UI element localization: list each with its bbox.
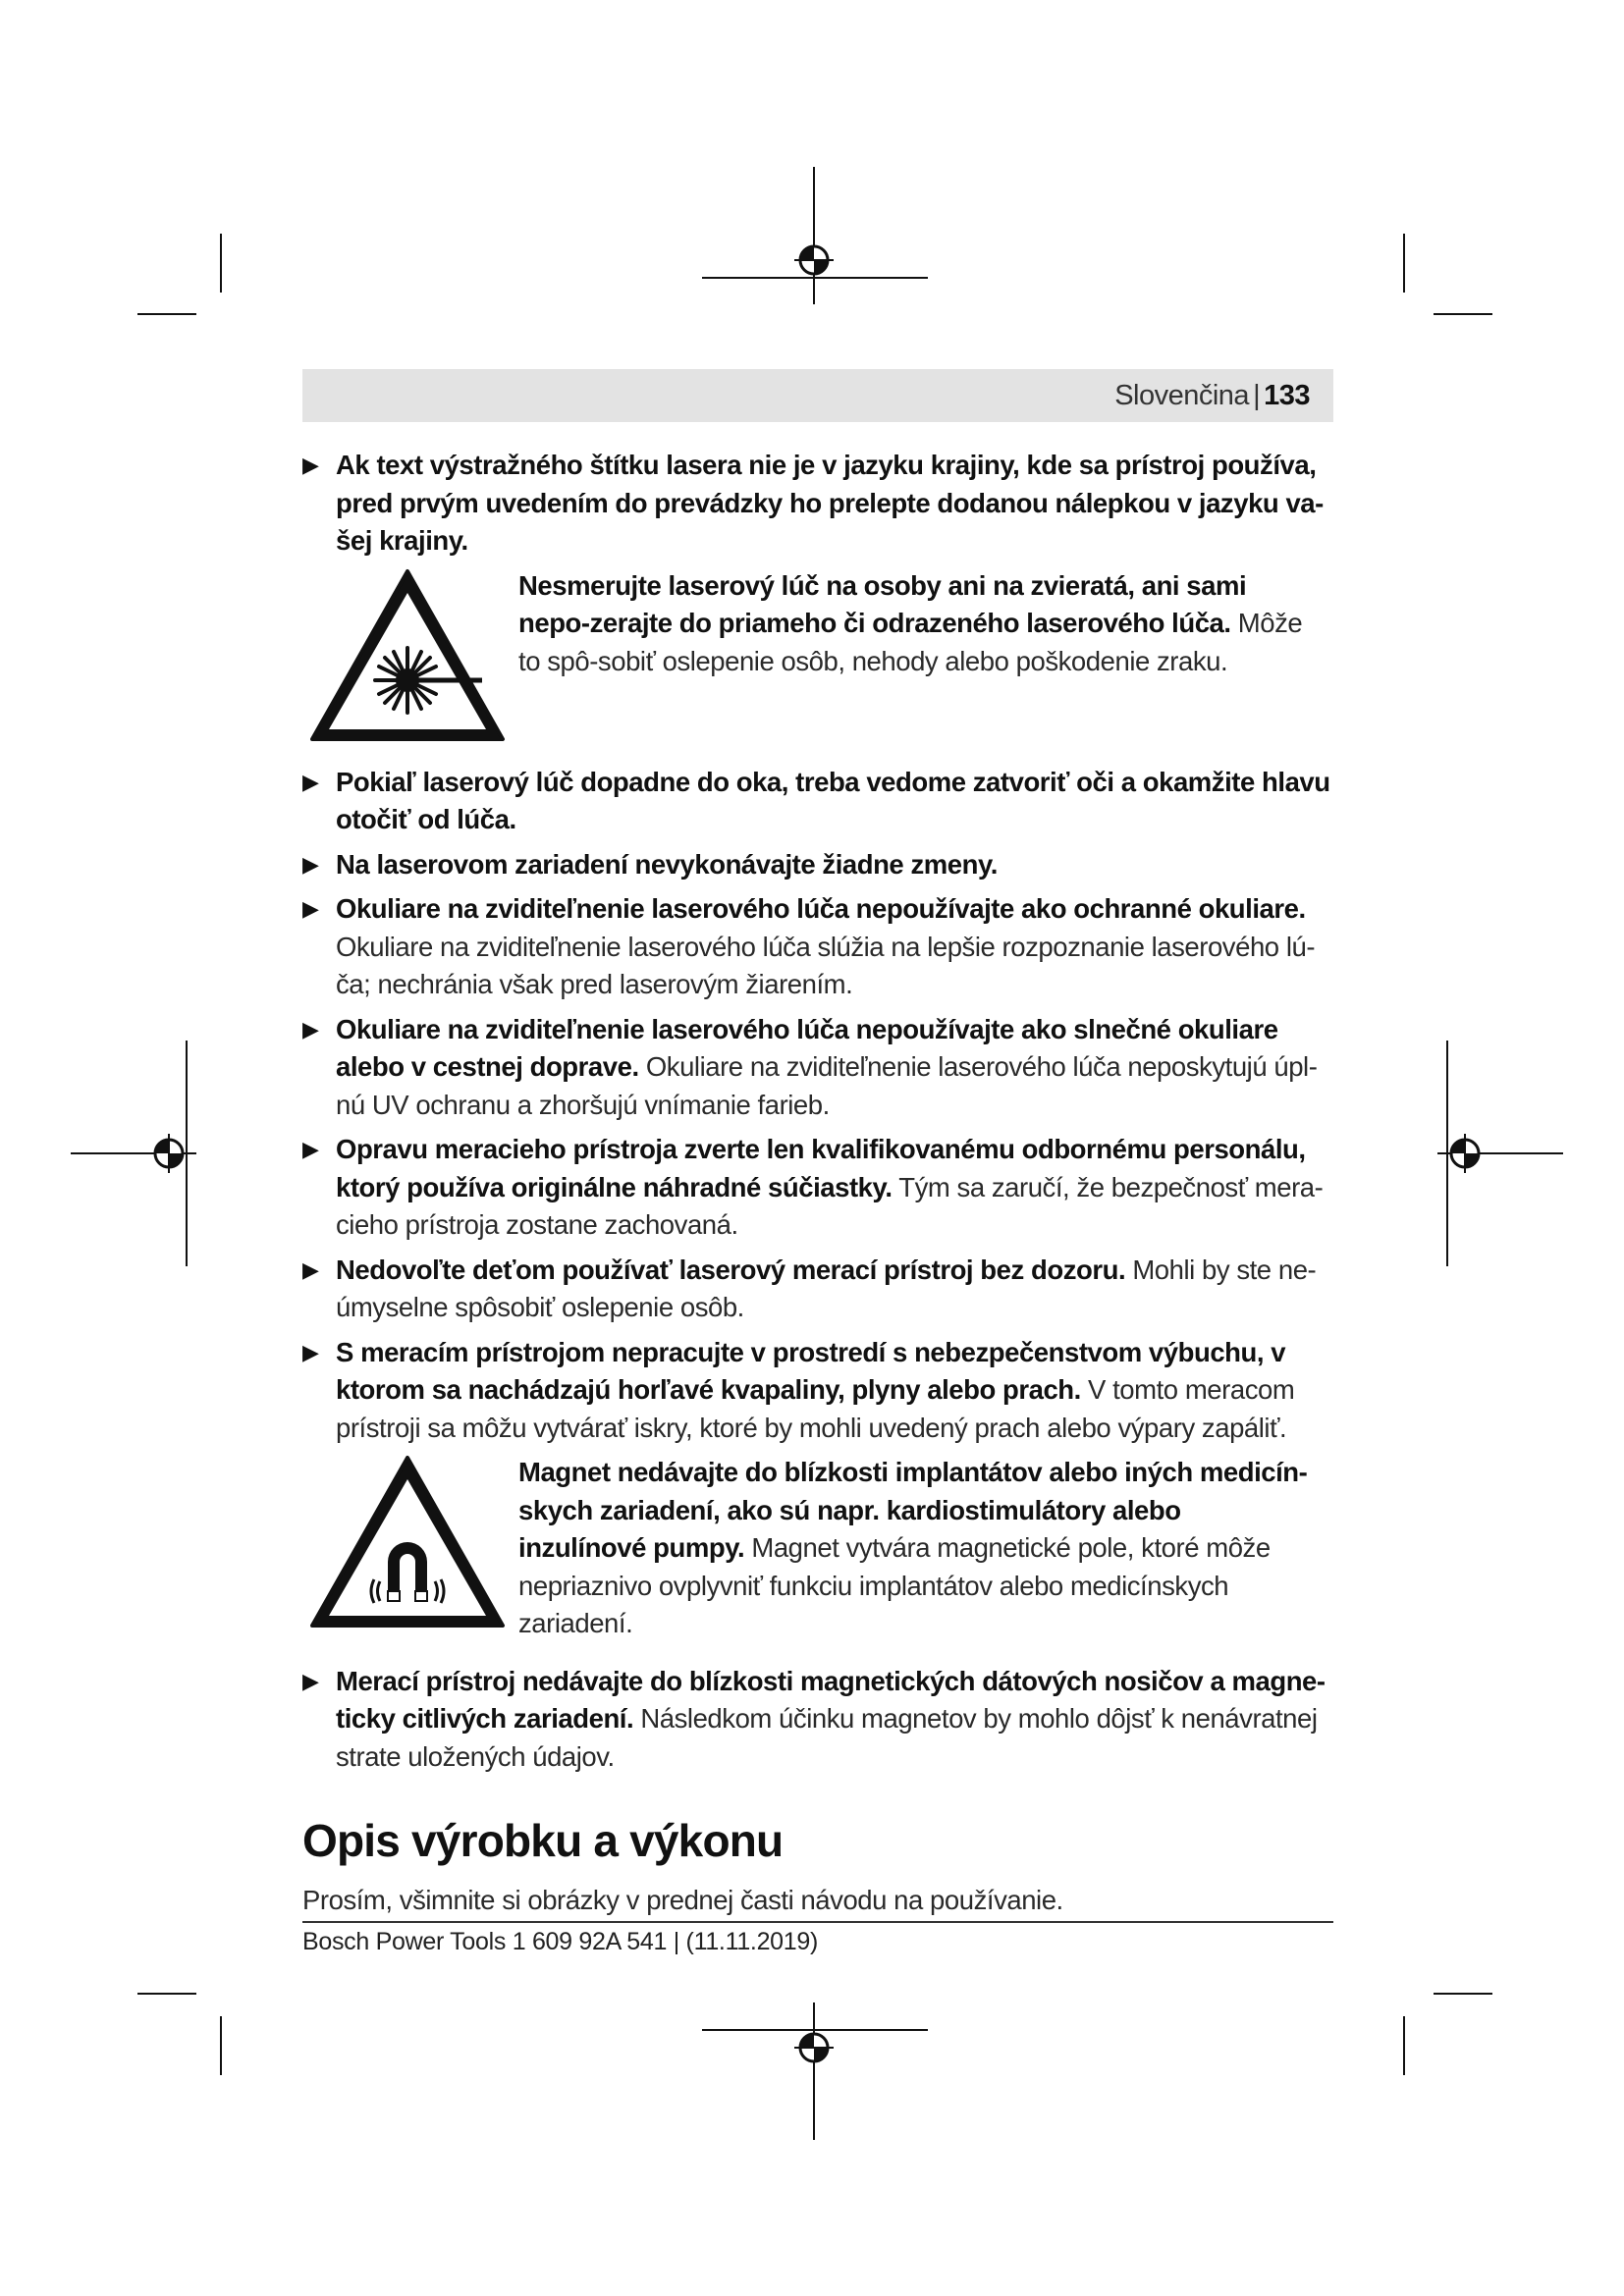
magnet-warning-block <box>302 1454 1333 1643</box>
safety-item-normal: Následkom účinku magnetov by mohlo dôjsť k nenávratnej strate uložených údajov. <box>336 1703 1318 1772</box>
safety-item <box>302 1011 1333 1125</box>
magnet-warning-icon <box>309 1454 506 1630</box>
header-language: Slovenčina <box>1114 380 1250 411</box>
bullet-arrow-icon: ▶ <box>302 1256 319 1282</box>
safety-item-bold: Pokiaľ laserový lúč dopadne do oka, treba vedome zatvoriť oči a okamžite hlavu otočiť od lúča. <box>336 766 1330 834</box>
section-title: Opis výrobku a výkonu <box>302 1815 784 1866</box>
laser-warning-text <box>518 567 1314 681</box>
page-content <box>302 447 1333 1920</box>
safety-item <box>302 1252 1333 1327</box>
safety-item-bold: Okuliare na zviditeľnenie laserového lúča nepoužívajte ako slnečné okuliare alebo v cestnej doprave. <box>336 1013 1278 1082</box>
safety-item-bold: Nedovoľte deťom používať laserový merací prístroj bez dozoru. <box>336 1254 1126 1285</box>
header-text <box>1114 380 1310 412</box>
safety-item-bold: Ak text výstražného štítku lasera nie je v jazyku krajiny, kde sa prístroj používa, pred prvým uvedením do prevádzky ho prelepte dodanou nálepkou v jazyku va-šej krajiny. <box>336 450 1324 556</box>
safety-item-bold: Na laserovom zariadení nevykonávajte žiadne zmeny. <box>336 848 998 880</box>
safety-item-normal: V tomto meracom prístroji sa môžu vytvárať iskry, ktoré by mohli uvedený prach alebo výpary zapáliť. <box>336 1374 1295 1443</box>
section-intro: Prosím, všimnite si obrázky v prednej časti návodu na používanie. <box>302 1885 1063 1915</box>
safety-item-bold: S meracím prístrojom nepracujte v prostredí s nebezpečenstvom výbuchu, v ktorom sa nachádzajú horľavé kvapaliny, plyny alebo prach. <box>336 1336 1286 1405</box>
footer-divider <box>302 1921 1333 1923</box>
laser-warning-icon <box>309 567 506 744</box>
bullet-arrow-icon: ▶ <box>302 453 319 477</box>
safety-item <box>302 1663 1333 1777</box>
laser-warning-bold: Nesmerujte laserový lúč na osoby ani na zvieratá, ani sami nepo-zerajte do priameho či odrazeného laserového lúča. <box>518 569 1247 638</box>
bullet-arrow-icon: ▶ <box>302 769 319 794</box>
safety-item <box>302 846 1333 884</box>
bullet-arrow-icon: ▶ <box>302 1339 319 1364</box>
safety-item-bold: Merací prístroj nedávajte do blízkosti magnetických dátových nosičov a magne-ticky citlivých zariadení. <box>336 1665 1326 1734</box>
laser-warning-normal: Môže to spô-sobiť oslepenie osôb, nehody alebo poškodenie zraku. <box>518 608 1303 676</box>
bullet-arrow-icon: ▶ <box>302 851 319 877</box>
laser-warning-block <box>302 567 1333 744</box>
safety-item-bold: Okuliare na zviditeľnenie laserového lúča nepoužívajte ako ochranné okuliare. <box>336 893 1306 924</box>
bullet-arrow-icon: ▶ <box>302 1668 319 1693</box>
safety-item <box>302 890 1333 1004</box>
bullet-arrow-icon: ▶ <box>302 896 319 921</box>
magnet-warning-bold: Magnet nedávajte do blízkosti implantátov alebo iných medicín-skych zariadení, ako sú napr. kardiostimulátory alebo inzulínové pumpy. <box>518 1457 1308 1563</box>
bullet-arrow-icon: ▶ <box>302 1016 319 1041</box>
safety-item <box>302 447 1333 561</box>
safety-item-normal: Mohli by ste ne-úmyselne spôsobiť oslepenie osôb. <box>336 1254 1317 1322</box>
header-separator: | <box>1253 380 1261 411</box>
page-number: 133 <box>1264 380 1310 411</box>
magnet-warning-text <box>518 1454 1314 1643</box>
safety-item <box>302 1334 1333 1448</box>
page-header <box>302 369 1333 422</box>
safety-item-normal: Okuliare na zviditeľnenie laserového lúča neposkytujú úpl-nú UV ochranu a zhoršujú vnímanie farieb. <box>336 1051 1318 1120</box>
safety-item <box>302 764 1333 839</box>
magnet-warning-normal: Magnet vytvára magnetické pole, ktoré môže nepriaznivo ovplyvniť funkciu implantátov alebo medicínskych zariadení. <box>518 1532 1271 1638</box>
safety-item-normal: Okuliare na zviditeľnenie laserového lúča slúžia na lepšie rozpoznanie laserového lú-ča; nechránia však pred laserovým žiarením. <box>336 931 1316 999</box>
safety-item-normal: Tým sa zaručí, že bezpečnosť mera-cieho prístroja zostane zachovaná. <box>336 1171 1324 1240</box>
safety-item-bold: Opravu meracieho prístroja zverte len kvalifikovanému odbornému personálu, ktorý používa originálne náhradné súčiastky. <box>336 1134 1306 1202</box>
safety-item <box>302 1131 1333 1245</box>
footer-text: Bosch Power Tools 1 609 92A 541 | (11.11.2019) <box>302 1928 819 1955</box>
bullet-arrow-icon: ▶ <box>302 1137 319 1161</box>
